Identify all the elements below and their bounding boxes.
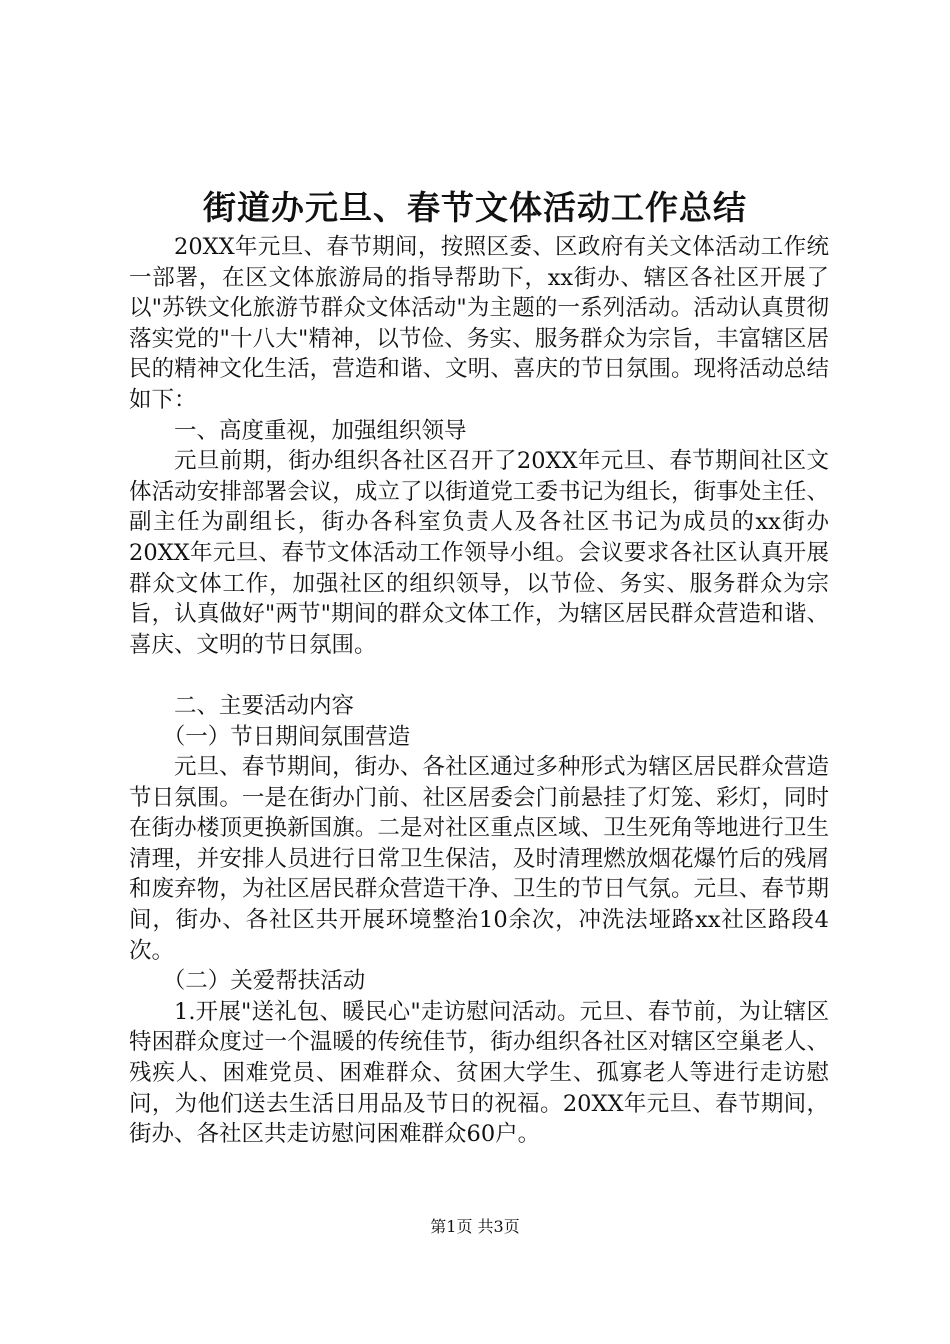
document-body xyxy=(129,232,829,1150)
document-title: 街道办元旦、春节文体活动工作总结 xyxy=(203,188,747,227)
subsection-2-paragraph: 1.开展"送礼包、暖民心"走访慰问活动。元旦、春节前，为让辖区特困群众度过一个温暖的传统佳节，街办组织各社区对辖区空巢老人、残疾人、困难党员、困难群众、贫困大学生、孤寡老人等进行走访慰问，为他们送去生活日用品及节日的祝福。20XX年元旦、春节期间，街办、各社区共走访慰问困难群众60户。 xyxy=(129,998,829,1148)
section-heading-1: 一、高度重视，加强组织领导 xyxy=(174,417,467,444)
subsection-heading-1: （一）节日期间氛围营造 xyxy=(162,723,411,750)
intro-paragraph: 20XX年元旦、春节期间，按照区委、区政府有关文体活动工作统一部署，在区文体旅游局的指导帮助下，xx街办、辖区各社区开展了以"苏铁文化旅游节群众文体活动"为主题的一系列活动。活动认真贯彻落实党的"十八大"精神，以节俭、务实、服务群众为宗旨，丰富辖区居民的精神文化生活，营造和谐、文明、喜庆的节日氛围。现将活动总结如下： xyxy=(129,234,829,413)
subsection-1-paragraph: 元旦、春节期间，街办、各社区通过多种形式为辖区居民群众营造节日氛围。一是在街办门前、社区居委会门前悬挂了灯笼、彩灯，同时在街办楼顶更换新国旗。二是对社区重点区域、卫生死角等地进行卫生清理，并安排人员进行日常卫生保洁，及时清理燃放烟花爆竹后的残屑和废弃物，为社区居民群众营造干净、卫生的节日气氛。元旦、春节期间，街办、各社区共开展环境整治10余次，冲洗法垭路xx社区路段4次。 xyxy=(129,754,829,964)
subsection-heading-2: （二）关爱帮扶活动 xyxy=(162,968,366,995)
page-footer: 第1页 共3页 xyxy=(430,1217,520,1236)
section-heading-2: 二、主要活动内容 xyxy=(174,692,355,719)
section-1-paragraph: 元旦前期，街办组织各社区召开了20XX年元旦、春节期间社区文体活动安排部署会议，成立了以街道党工委书记为组长，街事处主任、副主任为副组长，街办各科室负责人及各社区书记为成员的xx街办20XX年元旦、春节文体活动工作领导小组。会议要求各社区认真开展群众文体工作，加强社区的组织领导，以节俭、务实、服务群众为宗旨，认真做好"两节"期间的群众文体工作，为辖区居民群众营造和谐、喜庆、文明的节日氛围。 xyxy=(129,448,829,658)
